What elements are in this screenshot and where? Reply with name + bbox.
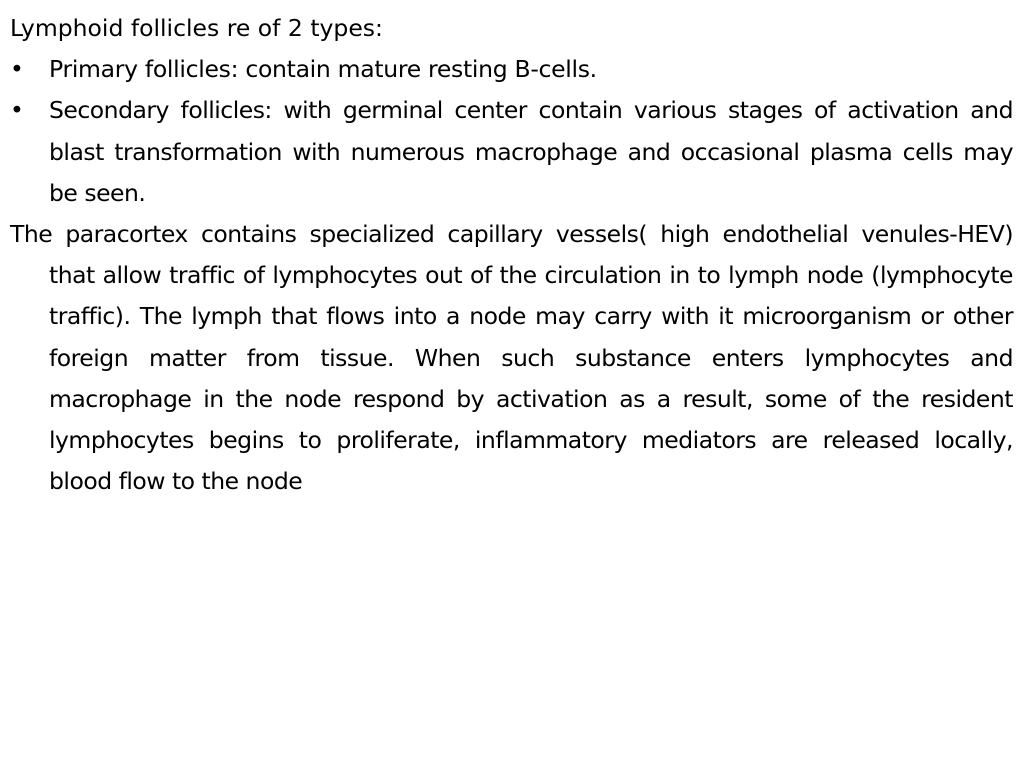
bullet-secondary-follicles <box>10 90 1013 214</box>
intro-text: Lymphoid follicles re of 2 types: <box>10 14 383 42</box>
paracortex-paragraph: The paracortex contains specialized capillary vessels( high endothelial venules-HEV) that allow traffic of lymphocytes out of the circulation in to lymph node (lymphocyte traffic). The lymph that flows into a node may carry with it microorganism or other foreign matter from tissue. When such substance enters lymphocytes and macrophage in the node respond by activation as a result, some of the resident lymphocytes begins to proliferate, inflammatory mediators are released locally, blood flow to the node <box>10 220 1013 496</box>
bullet-text: Primary follicles: contain mature resting B-cells. <box>49 55 597 84</box>
slide-body <box>10 8 1013 502</box>
bullet-icon: • <box>10 96 24 125</box>
bullet-icon: • <box>10 55 24 84</box>
bullet-text: Secondary follicles: with germinal center contain various stages of activation and blast transformation with numerous macrophage and occasional plasma cells may be seen. <box>49 96 1013 207</box>
follicle-types-list <box>10 49 1013 214</box>
bullet-primary-follicles <box>10 49 1013 90</box>
